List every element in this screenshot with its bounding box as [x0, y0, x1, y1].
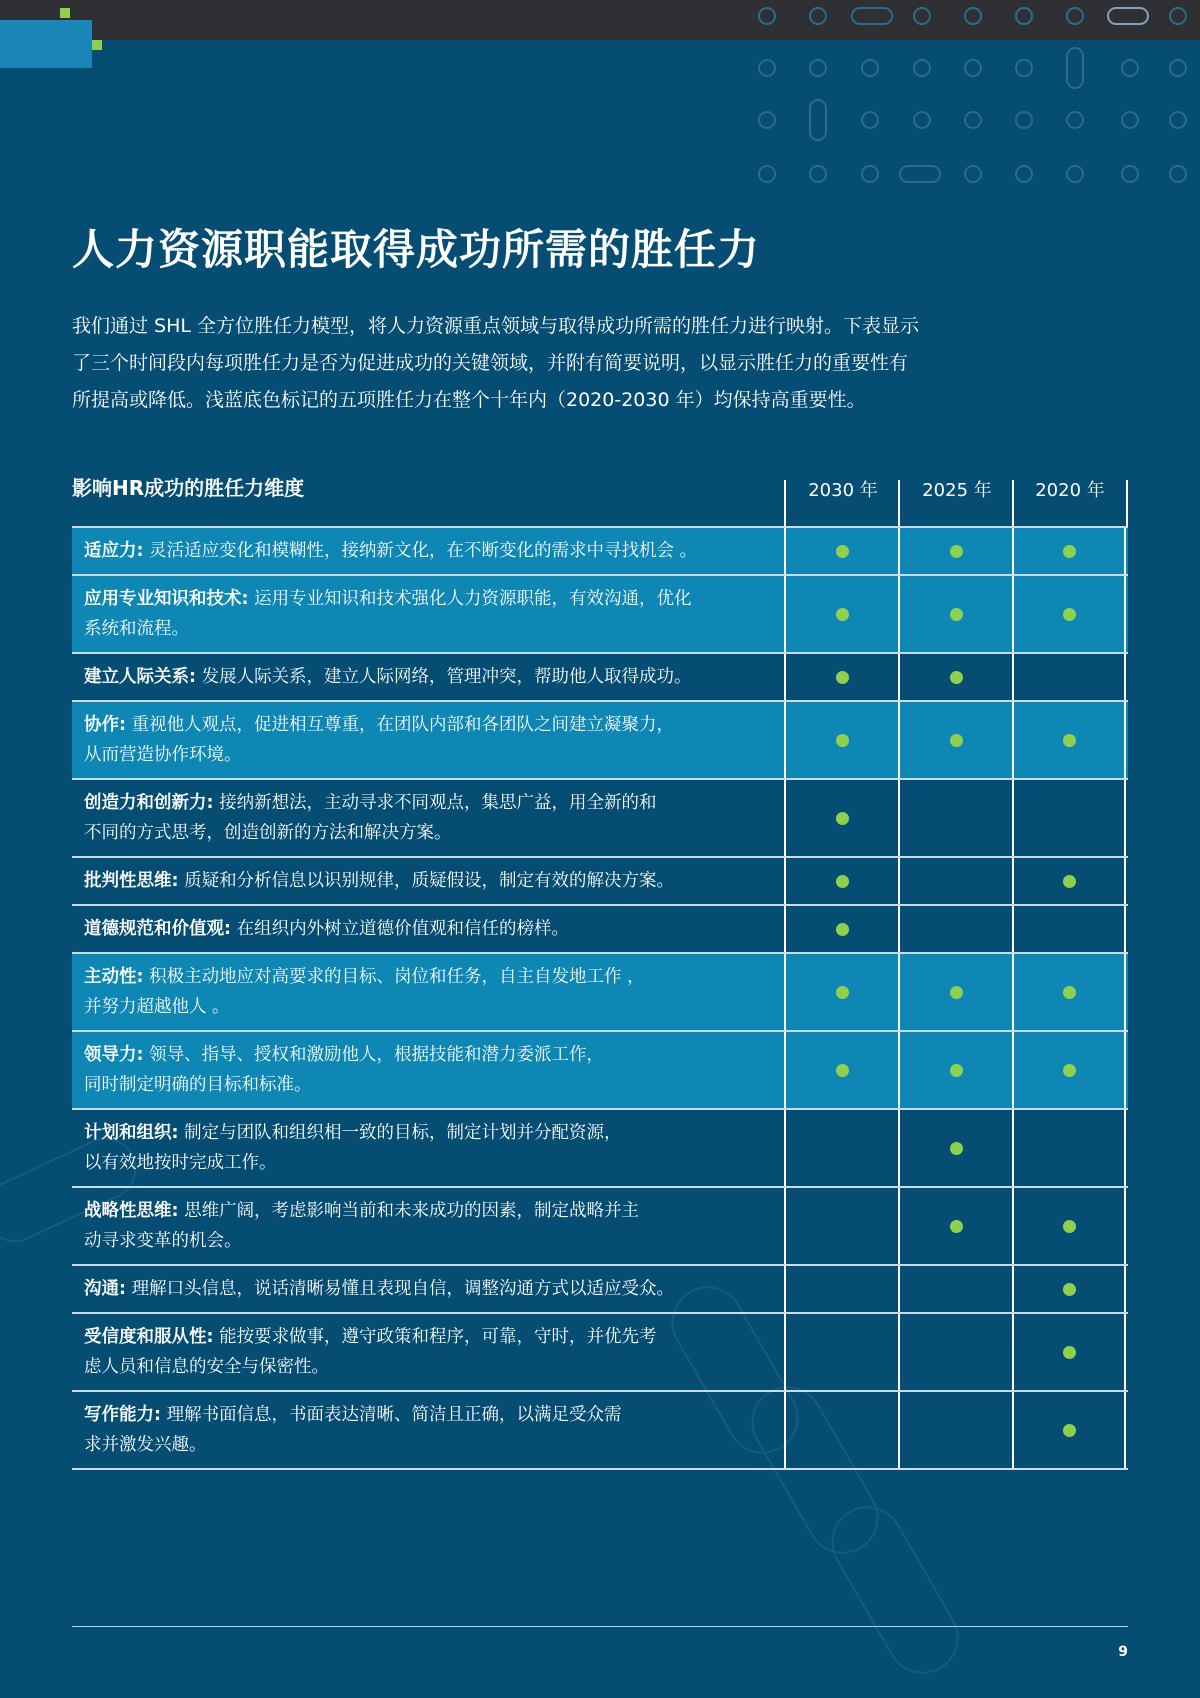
year-cell-2030	[784, 576, 898, 652]
competency-text: 动寻求变革的机会。	[84, 1231, 242, 1251]
competency-text: 领导、指导、授权和激励他人，根据技能和潜力委派工作，	[143, 1045, 605, 1065]
table-body	[72, 526, 1128, 1470]
description-line	[84, 710, 772, 740]
competency-name: 写作能力:	[84, 1405, 161, 1425]
table-row	[72, 1110, 1128, 1188]
competency-name: 计划和组织:	[84, 1123, 179, 1143]
competency-text: 质疑和分析信息以识别规律，质疑假设，制定有效的解决方案。	[178, 871, 675, 891]
year-cell-2020	[1012, 1032, 1126, 1108]
competency-description	[72, 1392, 784, 1468]
competency-name: 受信度和服从性:	[84, 1327, 214, 1347]
key-competency-dot	[950, 734, 963, 747]
key-competency-dot	[1063, 1346, 1076, 1359]
page-number: 9	[1118, 1644, 1128, 1660]
year-cell-2030	[784, 1392, 898, 1468]
year-cell-2030	[784, 858, 898, 904]
key-competency-dot	[836, 986, 849, 999]
year-cell-2025	[898, 780, 1012, 856]
table-row	[72, 576, 1128, 654]
key-competency-dot	[950, 1064, 963, 1077]
table-header	[72, 470, 1128, 526]
competency-text: 重视他人观点，促进相互尊重，在团队内部和各团队之间建立凝聚力，	[126, 715, 675, 735]
competency-text: 灵活适应变化和模糊性，接纳新文化，在不断变化的需求中寻找机会 。	[143, 541, 698, 561]
year-cell-2020	[1012, 906, 1126, 952]
year-cell-2020	[1012, 858, 1126, 904]
description-line	[84, 1226, 772, 1256]
key-competency-dot	[836, 923, 849, 936]
description-line	[84, 584, 772, 614]
competency-description	[72, 702, 784, 778]
key-competency-dot	[950, 986, 963, 999]
key-competency-dot	[950, 671, 963, 684]
description-line	[84, 866, 772, 896]
competency-text: 制定与团队和组织相一致的目标，制定计划并分配资源，	[178, 1123, 622, 1143]
competency-description	[72, 1314, 784, 1390]
competency-text: 系统和流程。	[84, 619, 189, 639]
key-competency-dot	[1063, 734, 1076, 747]
description-line	[84, 740, 772, 770]
description-line	[84, 1430, 772, 1460]
corner-accent-block	[0, 20, 92, 68]
competency-description	[72, 1188, 784, 1264]
year-cell-2030	[784, 954, 898, 1030]
key-competency-dot	[836, 545, 849, 558]
competency-text: 并努力超越他人 。	[84, 997, 230, 1017]
year-header-2025: 2025 年	[898, 480, 1014, 526]
competency-text: 接纳新想法，主动寻求不同观点，集思广益，用全新的和	[213, 793, 657, 813]
competency-description	[72, 576, 784, 652]
corner-accent-square	[60, 8, 70, 18]
description-line	[84, 1070, 772, 1100]
key-competency-dot	[1063, 1283, 1076, 1296]
competency-name: 战略性思维:	[84, 1201, 179, 1221]
year-cell-2025	[898, 576, 1012, 652]
year-cell-2025	[898, 528, 1012, 574]
year-header-2030: 2030 年	[784, 480, 900, 526]
year-cell-2020	[1012, 1266, 1126, 1312]
year-cell-2020	[1012, 1188, 1126, 1264]
year-cell-2030	[784, 1110, 898, 1186]
competency-text: 理解口头信息，说话清晰易懂且表现自信，调整沟通方式以适应受众。	[126, 1279, 675, 1299]
competency-name: 沟通:	[84, 1279, 126, 1299]
year-cell-2025	[898, 1266, 1012, 1312]
year-header-2020: 2020 年	[1012, 480, 1128, 526]
year-cell-2030	[784, 1314, 898, 1390]
year-cell-2020	[1012, 654, 1126, 700]
year-cell-2030	[784, 780, 898, 856]
key-competency-dot	[950, 1142, 963, 1155]
table-row	[72, 1032, 1128, 1110]
year-cell-2025	[898, 1110, 1012, 1186]
competency-text: 发展人际关系，建立人际网络，管理冲突，帮助他人取得成功。	[196, 667, 692, 687]
year-cell-2025	[898, 702, 1012, 778]
competency-text: 虑人员和信息的安全与保密性。	[84, 1357, 329, 1377]
table-row	[72, 906, 1128, 954]
year-cell-2025	[898, 906, 1012, 952]
year-cell-2020	[1012, 954, 1126, 1030]
competency-table	[72, 470, 1128, 1470]
description-line	[84, 1400, 772, 1430]
year-cell-2030	[784, 1032, 898, 1108]
dimension-header: 影响HR成功的胜任力维度	[72, 476, 305, 500]
competency-text: 不同的方式思考，创造创新的方法和解决方案。	[84, 823, 452, 843]
competency-name: 领导力:	[84, 1045, 144, 1065]
year-cell-2030	[784, 654, 898, 700]
year-cell-2030	[784, 528, 898, 574]
intro-paragraph	[72, 308, 1032, 419]
description-line	[84, 962, 772, 992]
table-row	[72, 1188, 1128, 1266]
competency-text: 从而营造协作环境。	[84, 745, 242, 765]
key-competency-dot	[1063, 875, 1076, 888]
page-title: 人力资源职能取得成功所需的胜任力	[72, 225, 761, 274]
competency-description	[72, 1266, 784, 1312]
key-competency-dot	[950, 608, 963, 621]
competency-description	[72, 528, 784, 574]
key-competency-dot	[1063, 545, 1076, 558]
key-competency-dot	[836, 1064, 849, 1077]
competency-text: 思维广阔，考虑影响当前和未来成功的因素，制定战略并主	[178, 1201, 640, 1221]
description-line	[84, 1352, 772, 1382]
year-cell-2030	[784, 702, 898, 778]
competency-name: 批判性思维:	[84, 871, 179, 891]
competency-description	[72, 654, 784, 700]
description-line	[84, 1148, 772, 1178]
description-line	[84, 992, 772, 1022]
description-line	[84, 1196, 772, 1226]
year-cell-2025	[898, 1188, 1012, 1264]
competency-text: 在组织内外树立道德价值观和信任的榜样。	[231, 919, 570, 939]
intro-line: 了三个时间段内每项胜任力是否为促进成功的关键领域，并附有简要说明，以显示胜任力的重要性有	[72, 352, 909, 374]
competency-name: 道德规范和价值观:	[84, 919, 231, 939]
key-competency-dot	[836, 734, 849, 747]
competency-text: 理解书面信息，书面表达清晰、简洁且正确，以满足受众需	[161, 1405, 622, 1425]
key-competency-dot	[836, 875, 849, 888]
competency-text: 以有效地按时完成工作。	[84, 1153, 277, 1173]
competency-name: 协作:	[84, 715, 126, 735]
description-line	[84, 1322, 772, 1352]
description-line	[84, 1118, 772, 1148]
competency-description	[72, 1032, 784, 1108]
competency-name: 主动性:	[84, 967, 144, 987]
competency-name: 应用专业知识和技术:	[84, 589, 249, 609]
year-cell-2020	[1012, 702, 1126, 778]
key-competency-dot	[1063, 1064, 1076, 1077]
year-cell-2030	[784, 1266, 898, 1312]
year-cell-2025	[898, 1392, 1012, 1468]
competency-text: 同时制定明确的目标和标准。	[84, 1075, 312, 1095]
year-cell-2025	[898, 1032, 1012, 1108]
description-line	[84, 1274, 772, 1304]
competency-name: 创造力和创新力:	[84, 793, 214, 813]
year-cell-2025	[898, 654, 1012, 700]
description-line	[84, 1040, 772, 1070]
table-row	[72, 702, 1128, 780]
footer-divider	[72, 1626, 1128, 1627]
year-cell-2020	[1012, 1110, 1126, 1186]
competency-description	[72, 858, 784, 904]
year-cell-2025	[898, 1314, 1012, 1390]
description-line	[84, 788, 772, 818]
year-cell-2020	[1012, 1314, 1126, 1390]
key-competency-dot	[836, 671, 849, 684]
decorative-dot-pattern	[740, 0, 1200, 200]
competency-text: 能按要求做事，遵守政策和程序，可靠，守时，并优先考	[213, 1327, 657, 1347]
year-cell-2020	[1012, 576, 1126, 652]
corner-accent-square	[92, 40, 102, 50]
table-row	[72, 954, 1128, 1032]
year-cell-2025	[898, 954, 1012, 1030]
description-line	[84, 614, 772, 644]
description-line	[84, 818, 772, 848]
table-row	[72, 1392, 1128, 1470]
competency-description	[72, 906, 784, 952]
year-cell-2030	[784, 906, 898, 952]
key-competency-dot	[836, 608, 849, 621]
key-competency-dot	[1063, 1220, 1076, 1233]
year-cell-2030	[784, 1188, 898, 1264]
year-cell-2025	[898, 858, 1012, 904]
year-cell-2020	[1012, 1392, 1126, 1468]
table-row	[72, 780, 1128, 858]
competency-text: 积极主动地应对高要求的目标、岗位和任务，自主自发地工作 ，	[143, 967, 645, 987]
table-row	[72, 528, 1128, 576]
key-competency-dot	[1063, 1424, 1076, 1437]
table-row	[72, 858, 1128, 906]
competency-name: 建立人际关系:	[84, 667, 196, 687]
competency-name: 适应力:	[84, 541, 144, 561]
description-line	[84, 662, 772, 692]
description-line	[84, 536, 772, 566]
key-competency-dot	[836, 812, 849, 825]
year-cell-2020	[1012, 528, 1126, 574]
key-competency-dot	[1063, 608, 1076, 621]
description-line	[84, 914, 772, 944]
competency-text: 运用专业知识和技术强化人力资源职能，有效沟通，优化	[248, 589, 692, 609]
competency-description	[72, 954, 784, 1030]
competency-description	[72, 780, 784, 856]
intro-line: 所提高或降低。浅蓝底色标记的五项胜任力在整个十年内（2020-2030 年）均保持高重要性。	[72, 389, 866, 411]
key-competency-dot	[950, 1220, 963, 1233]
table-row	[72, 1266, 1128, 1314]
table-row	[72, 654, 1128, 702]
key-competency-dot	[950, 545, 963, 558]
competency-description	[72, 1110, 784, 1186]
key-competency-dot	[1063, 986, 1076, 999]
competency-text: 求并激发兴趣。	[84, 1435, 207, 1455]
year-cell-2020	[1012, 780, 1126, 856]
intro-line: 我们通过 SHL 全方位胜任力模型，将人力资源重点领域与取得成功所需的胜任力进行映射。下表显示	[72, 315, 920, 337]
table-row	[72, 1314, 1128, 1392]
